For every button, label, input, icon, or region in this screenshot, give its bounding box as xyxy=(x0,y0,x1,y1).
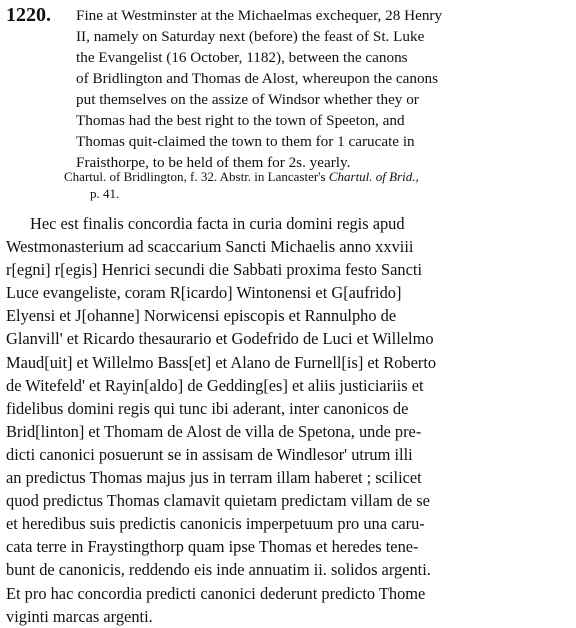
english-summary xyxy=(76,5,570,173)
latin-charter-text xyxy=(6,212,576,628)
latin-line: Luce evangeliste, coram R[icardo] Wintonensi et G[aufrido] xyxy=(6,283,402,303)
summary-line: put themselves on the assize of Windsor whether they or xyxy=(76,91,419,108)
latin-line: quod predictus Thomas clamavit quietam predictam villam de se xyxy=(6,491,430,511)
citation-page: p. 41. xyxy=(90,186,120,201)
entry-number: 1220. xyxy=(6,4,51,26)
summary-line: Thomas had the best right to the town of Speeton, and xyxy=(76,112,405,129)
latin-line: cata terre in Fraystingthorp quam ipse Thomas et heredes tene- xyxy=(6,537,419,557)
summary-line: the Evangelist (16 October, 1182), between the canons xyxy=(76,49,408,66)
latin-line: an predictus Thomas majus jus in terram illam haberet ; scilicet xyxy=(6,468,422,488)
latin-line: de Witefeld' et Rayin[aldo] de Gedding[es] et aliis justiciariis et xyxy=(6,375,424,395)
summary-line: II, namely on Saturday next (before) the feast of St. Luke xyxy=(76,28,425,45)
summary-line: Fine at Westminster at the Michaelmas exchequer, 28 Henry xyxy=(76,7,443,24)
latin-line: fidelibus domini regis qui tunc ibi aderant, inter canonicos de xyxy=(6,398,409,418)
latin-line: Westmonasterium ad scaccarium Sancti Michaelis anno xxviii xyxy=(6,237,414,257)
citation-text: Chartul. of Bridlington, f. 32. Abstr. in Lancaster's xyxy=(64,169,329,184)
source-citation xyxy=(6,168,572,202)
summary-line: of Bridlington and Thomas de Alost, whereupon the canons xyxy=(76,70,439,87)
latin-line: Glanvill' et Ricardo thesaurario et Godefrido de Luci et Willelmo xyxy=(6,329,434,349)
summary-line: Thomas quit-claimed the town to them for 1 carucate in xyxy=(76,133,415,150)
latin-line: Et pro hac concordia predicti canonici dederunt predicto Thome xyxy=(6,583,426,603)
latin-line: bunt de canonicis, reddendo eis inde annuatim ii. solidos argenti. xyxy=(6,560,431,580)
latin-line: et heredibus suis predictis canonicis imperpetuum pro una caru- xyxy=(6,514,425,534)
citation-punctuation: , xyxy=(415,169,419,184)
citation-title: Chartul. of Brid. xyxy=(328,169,416,184)
citation-line xyxy=(6,168,572,185)
summary-line: Fraisthorpe, to be held of them for 2s. yearly. xyxy=(76,154,351,171)
latin-line: dicti canonici posuerunt se in assisam de Windlesor' utrum illi xyxy=(6,444,413,464)
latin-line: Brid[linton] et Thomam de Alost de villa de Spetona, unde pre- xyxy=(6,421,422,441)
latin-line: Elyensi et J[ohanne] Norwicensi episcopis et Rannulpho de xyxy=(6,306,397,326)
latin-line: viginti marcas argenti. xyxy=(6,606,153,626)
latin-line: Hec est finalis concordia facta in curia domini regis apud xyxy=(30,214,405,233)
latin-line: r[egni] r[egis] Henrici secundi die Sabbati proxima festo Sancti xyxy=(6,260,423,280)
latin-line: Maud[uit] et Willelmo Bass[et] et Alano de Furnell[is] et Roberto xyxy=(6,352,437,372)
